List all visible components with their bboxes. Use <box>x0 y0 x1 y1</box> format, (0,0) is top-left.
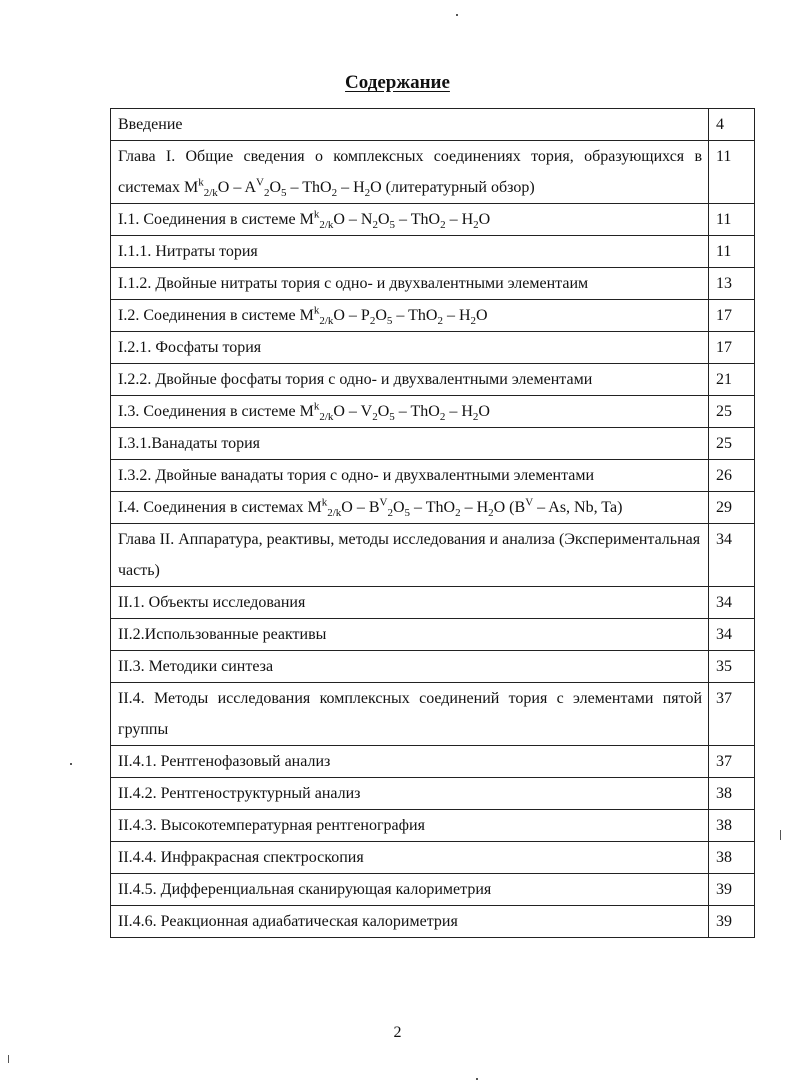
toc-entry-page: 17 <box>709 332 755 364</box>
toc-entry-label: Глава II. Аппаратура, реактивы, методы исследования и анализа (Экспериментальная часть) <box>111 524 709 587</box>
toc-entry-page: 21 <box>709 364 755 396</box>
toc-entry-label: Глава I. Общие сведения о комплексных соединениях тория, образующихся в системах $M^k_{2/k}O - A^V_2O_5 - ThO_2 - H_2O$ (литературный обзор) <box>111 141 709 204</box>
toc-entry-label: I.1. Соединения в системе $M^k_{2/k}O - N_2O_5 - ThO_2 - H_2O$ <box>111 204 709 236</box>
toc-row <box>111 874 755 906</box>
scan-speck <box>70 763 72 765</box>
toc-entry-page: 11 <box>709 204 755 236</box>
toc-entry-label: II.4.1. Рентгенофазовый анализ <box>111 746 709 778</box>
toc-entry-label: I.2. Соединения в системе $M^k_{2/k}O - P_2O_5 - ThO_2 - H_2O$ <box>111 300 709 332</box>
scan-speck <box>780 830 781 840</box>
toc-entry-page: 34 <box>709 587 755 619</box>
toc-entry-label: II.2.Использованные реактивы <box>111 619 709 651</box>
toc-entry-label: I.3.2. Двойные ванадаты тория с одно- и двухвалентными элементами <box>111 460 709 492</box>
toc-entry-label: II.4.6. Реакционная адиабатическая калориметрия <box>111 906 709 938</box>
toc-entry-label: II.1. Объекты исследования <box>111 587 709 619</box>
toc-row <box>111 906 755 938</box>
toc-entry-page: 17 <box>709 300 755 332</box>
toc-entry-label: I.2.2. Двойные фосфаты тория с одно- и двухвалентными элементами <box>111 364 709 396</box>
toc-entry-page: 37 <box>709 746 755 778</box>
toc-row <box>111 619 755 651</box>
toc-row <box>111 300 755 332</box>
toc-body <box>111 109 755 938</box>
toc-entry-label: II.4.2. Рентгеноструктурный анализ <box>111 778 709 810</box>
toc-row <box>111 109 755 141</box>
toc-entry-label: Введение <box>111 109 709 141</box>
toc-row <box>111 364 755 396</box>
toc-entry-page: 25 <box>709 428 755 460</box>
toc-row <box>111 141 755 204</box>
toc-entry-page: 29 <box>709 492 755 524</box>
toc-entry-label: II.4.5. Дифференциальная сканирующая калориметрия <box>111 874 709 906</box>
toc-entry-label: II.4.4. Инфракрасная спектроскопия <box>111 842 709 874</box>
toc-entry-label: I.3.1.Ванадаты тория <box>111 428 709 460</box>
toc-entry-page: 38 <box>709 842 755 874</box>
toc-row <box>111 396 755 428</box>
toc-row <box>111 810 755 842</box>
toc-row <box>111 587 755 619</box>
table-of-contents <box>110 108 755 938</box>
scan-speck <box>8 1055 9 1063</box>
toc-entry-page: 25 <box>709 396 755 428</box>
toc-entry-page: 34 <box>709 619 755 651</box>
toc-row <box>111 651 755 683</box>
toc-row <box>111 683 755 746</box>
toc-entry-label: I.2.1. Фосфаты тория <box>111 332 709 364</box>
toc-row <box>111 236 755 268</box>
toc-row <box>111 492 755 524</box>
toc-entry-label: I.3. Соединения в системе $M^k_{2/k}O - V_2O_5 - ThO_2 - H_2O$ <box>111 396 709 428</box>
toc-entry-page: 13 <box>709 268 755 300</box>
toc-entry-page: 26 <box>709 460 755 492</box>
toc-row <box>111 524 755 587</box>
page-number: 2 <box>393 1024 402 1041</box>
toc-entry-label: I.1.1. Нитраты тория <box>111 236 709 268</box>
toc-entry-page: 35 <box>709 651 755 683</box>
scan-speck <box>476 1078 478 1080</box>
toc-entry-label: II.3. Методики синтеза <box>111 651 709 683</box>
page-title: Содержание <box>345 72 450 93</box>
toc-entry-page: 39 <box>709 874 755 906</box>
toc-entry-page: 34 <box>709 524 755 587</box>
toc-entry-page: 38 <box>709 810 755 842</box>
toc-entry-page: 11 <box>709 236 755 268</box>
toc-entry-page: 38 <box>709 778 755 810</box>
toc-entry-label: I.1.2. Двойные нитраты тория с одно- и двухвалентными элементаим <box>111 268 709 300</box>
toc-entry-page: 37 <box>709 683 755 746</box>
toc-row <box>111 428 755 460</box>
toc-entry-page: 11 <box>709 141 755 204</box>
toc-row <box>111 778 755 810</box>
toc-row <box>111 460 755 492</box>
toc-row <box>111 268 755 300</box>
toc-row <box>111 746 755 778</box>
toc-row <box>111 204 755 236</box>
toc-entry-page: 4 <box>709 109 755 141</box>
toc-row <box>111 842 755 874</box>
toc-entry-label: I.4. Соединения в системах $M^k_{2/k}O - B^V_2O_5 - ThO_2 - H_2O$ ($B^V$ – As, Nb, Ta) <box>111 492 709 524</box>
toc-entry-page: 39 <box>709 906 755 938</box>
toc-row <box>111 332 755 364</box>
scan-speck <box>456 14 458 16</box>
toc-entry-label: II.4. Методы исследования комплексных соединений тория с элементами пятой группы <box>111 683 709 746</box>
toc-entry-label: II.4.3. Высокотемпературная рентгенография <box>111 810 709 842</box>
